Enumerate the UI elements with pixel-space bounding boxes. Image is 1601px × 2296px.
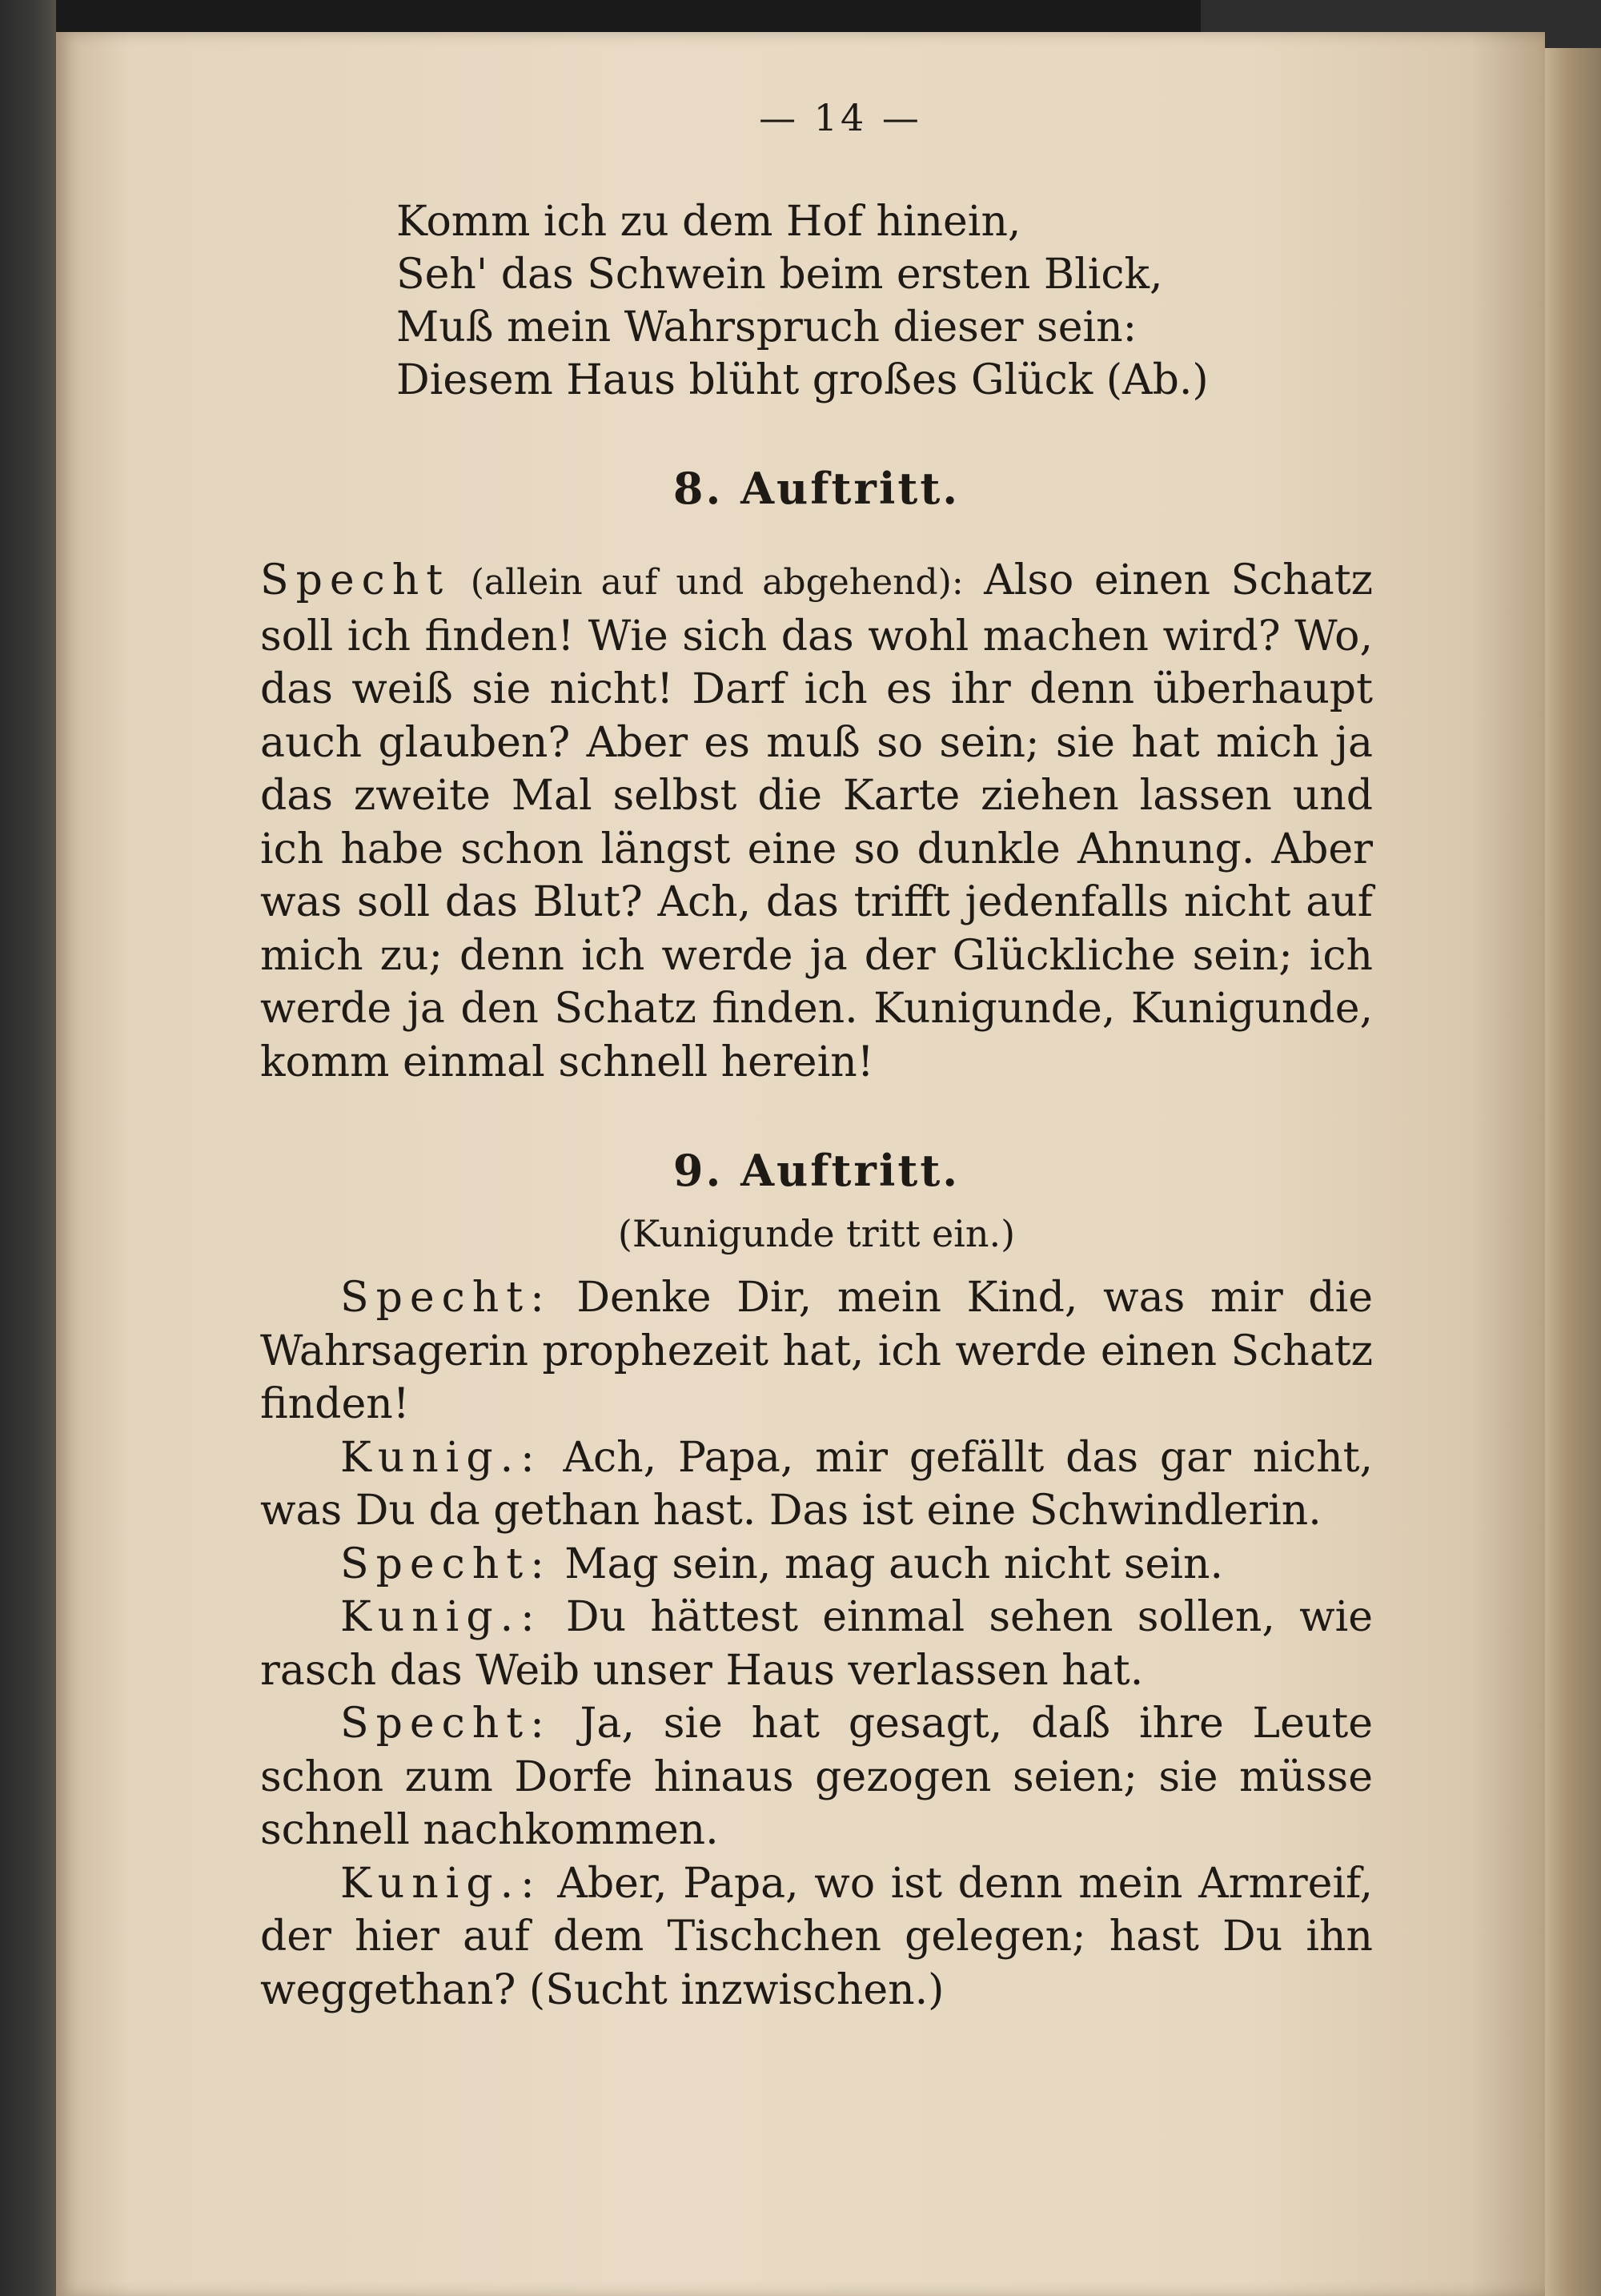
speaker-name: Specht: (340, 1274, 552, 1322)
verse-line: Muß mein Wahrspruch dieser sein: (396, 303, 1138, 351)
speaker-name: Kunig.: (340, 1433, 542, 1482)
page-content (260, 96, 1373, 2017)
book-binding-left (0, 0, 56, 2296)
speaker-name: Specht: (340, 1700, 552, 1748)
dialogue-text: Ja, sie hat gesagt, daß ihre Leute schon zum Dorfe hinaus gezogen seien; sie müsse schnell nachkommen. (260, 1700, 1374, 1854)
dialogue-line (260, 1431, 1373, 1538)
verse-line: Diesem Haus blüht großes Glück (Ab.) (396, 356, 1209, 404)
dialogue-text: Ach, Papa, mir gefällt das gar nicht, was Du da gethan hast. Das ist eine Schwindlerin. (260, 1433, 1374, 1535)
stage-direction: (allein auf und abgehend): (470, 562, 964, 603)
scene-8-monologue (260, 554, 1373, 1089)
dialogue-text: Aber, Papa, wo ist denn mein Armreif, der hier auf dem Tischchen gelegen; hast Du ihn weggethan? (Sucht inzwischen.) (260, 1859, 1373, 2014)
page-number: — 14 — (759, 96, 922, 139)
scene-8-heading: 8. Auftritt. (672, 463, 961, 514)
speaker-name: Kunig.: (340, 1593, 542, 1641)
speaker-name: Specht: (340, 1539, 552, 1588)
verse-line: Seh' das Schwein beim ersten Blick, (396, 251, 1163, 299)
dialogue-line (260, 1857, 1373, 2017)
speaker-name: Specht (260, 556, 451, 604)
dialogue-line (260, 1538, 1373, 1592)
stage-direction: (Kunigunde tritt ein.) (617, 1212, 1016, 1255)
dialogue-text: Denke Dir, mein Kind, was mir die Wahrsagerin prophezeit hat, ich werde einen Schatz finden! (260, 1274, 1373, 1428)
verse-block (396, 195, 1373, 407)
dialogue-text: Mag sein, mag auch nicht sein. (564, 1539, 1223, 1588)
dialogue-line (260, 1591, 1373, 1697)
page-edge-right (1545, 48, 1601, 2296)
dialogue-text: Du hättest einmal sehen sollen, wie rasch das Weib unser Haus verlassen hat. (260, 1593, 1374, 1695)
dialogue-line (260, 1697, 1373, 1857)
scene-9-heading: 9. Auftritt. (672, 1145, 961, 1196)
speaker-name: Kunig.: (340, 1859, 542, 1908)
dialogue-text: Also einen Schatz soll ich finden! Wie sich das wohl machen wird? Wo, das weiß sie nicht! Darf ich es ihr denn überhaupt auch glauben? Aber es muß so sein; sie hat mich ja das zweite Mal selbst die Karte ziehen lassen und ich habe schon längst eine so dunkle Ahnung. Aber was soll das Blut? Ach, das trifft jedenfalls nicht auf mich zu; denn ich werde ja der Glückliche sein; ich werde ja den Schatz finden. Kunigunde, Kunigunde, komm einmal schnell herein! (260, 556, 1373, 1086)
dialogue-line (260, 1271, 1373, 1431)
verse-line: Komm ich zu dem Hof hinein, (396, 198, 1021, 246)
